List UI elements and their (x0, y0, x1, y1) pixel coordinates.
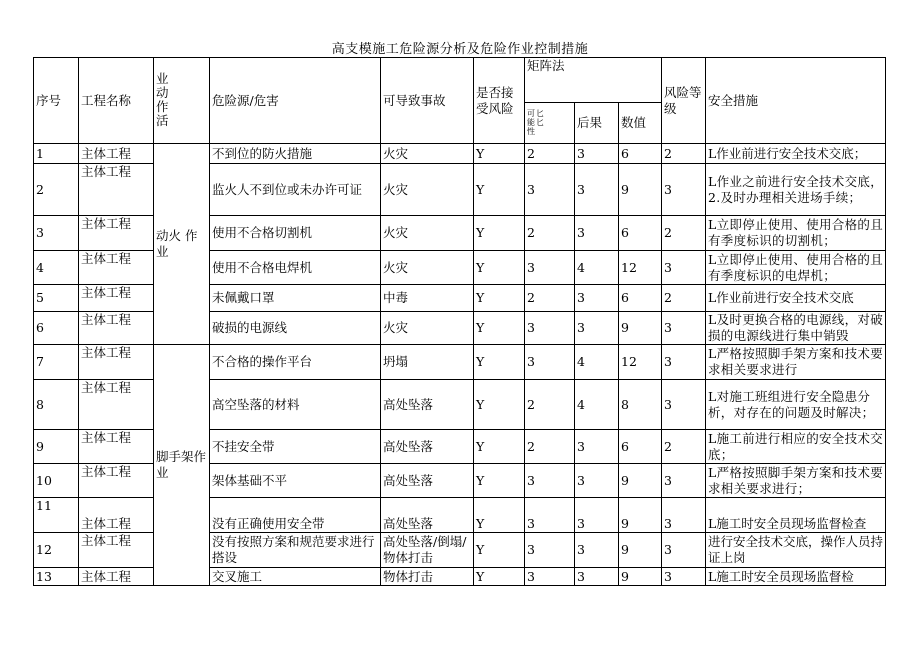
project-cell: 主体工程 (79, 498, 154, 533)
possibility-cell: 2 (525, 144, 575, 164)
level-cell: 3 (662, 568, 706, 586)
measure-cell: L作业之前进行安全技术交底，2.及时办理相关进场手续； (706, 164, 886, 216)
possibility-cell: 3 (525, 568, 575, 586)
seq-cell: 11 (34, 498, 79, 533)
header-acceptable: 是否接受风险 (474, 58, 525, 144)
level-cell: 3 (662, 312, 706, 345)
seq-cell: 4 (34, 251, 79, 285)
acceptable-cell: Y (474, 380, 525, 430)
accident-cell: 坍塌 (381, 345, 474, 380)
acceptable-cell: Y (474, 498, 525, 533)
value-cell: 6 (619, 144, 662, 164)
consequence-cell: 3 (575, 216, 619, 251)
header-accident: 可导致事故 (381, 58, 474, 144)
value-cell: 9 (619, 498, 662, 533)
accident-cell: 高处坠落/倒塌/物体打击 (381, 533, 474, 568)
accident-cell: 中毒 (381, 285, 474, 312)
header-possibility-mark: 匕匕 (536, 108, 544, 127)
header-project: 工程名称 (79, 58, 154, 144)
acceptable-cell: Y (474, 216, 525, 251)
seq-cell: 3 (34, 216, 79, 251)
risk-table (33, 57, 886, 586)
consequence-cell: 4 (575, 345, 619, 380)
project-cell: 主体工程 (79, 285, 154, 312)
acceptable-cell: Y (474, 144, 525, 164)
possibility-cell: 3 (525, 464, 575, 498)
possibility-cell: 3 (525, 533, 575, 568)
consequence-cell: 3 (575, 498, 619, 533)
hazard-cell: 使用不合格切割机 (210, 216, 381, 251)
possibility-cell: 3 (525, 251, 575, 285)
project-cell: 主体工程 (79, 568, 154, 586)
project-cell: 主体工程 (79, 216, 154, 251)
measure-cell: L施工前进行相应的安全技术交底； (706, 430, 886, 464)
project-cell: 主体工程 (79, 251, 154, 285)
consequence-cell: 4 (575, 251, 619, 285)
project-cell: 主体工程 (79, 164, 154, 216)
header-activity-text: 业动作活 (156, 71, 169, 128)
hazard-cell: 交叉施工 (210, 568, 381, 586)
acceptable-cell: Y (474, 312, 525, 345)
value-cell: 12 (619, 251, 662, 285)
consequence-cell: 3 (575, 144, 619, 164)
hazard-cell: 不挂安全带 (210, 430, 381, 464)
seq-cell: 12 (34, 533, 79, 568)
level-cell: 2 (662, 216, 706, 251)
measure-cell: L立即停止使用、使用合格的且有季度标识的切割机； (706, 216, 886, 251)
hazard-cell: 未佩戴口罩 (210, 285, 381, 312)
level-cell: 3 (662, 464, 706, 498)
accident-cell: 高处坠落 (381, 498, 474, 533)
possibility-cell: 3 (525, 164, 575, 216)
value-cell: 8 (619, 380, 662, 430)
possibility-cell: 3 (525, 345, 575, 380)
level-cell: 2 (662, 144, 706, 164)
header-measures: 安全措施 (706, 58, 886, 144)
consequence-cell: 3 (575, 285, 619, 312)
possibility-cell: 2 (525, 380, 575, 430)
measure-cell: L对施工班组进行安全隐患分析，对存在的问题及时解决； (706, 380, 886, 430)
header-seq: 序号 (34, 58, 79, 144)
project-cell: 主体工程 (79, 312, 154, 345)
measure-cell: L作业前进行安全技术交底； (706, 144, 886, 164)
level-cell: 3 (662, 533, 706, 568)
seq-cell: 10 (34, 464, 79, 498)
value-cell: 6 (619, 430, 662, 464)
seq-cell: 1 (34, 144, 79, 164)
accident-cell: 火灾 (381, 251, 474, 285)
value-cell: 6 (619, 285, 662, 312)
possibility-cell: 2 (525, 216, 575, 251)
project-cell: 主体工程 (79, 533, 154, 568)
project-cell: 主体工程 (79, 144, 154, 164)
header-activity (154, 58, 210, 144)
accident-cell: 火灾 (381, 312, 474, 345)
possibility-cell: 2 (525, 285, 575, 312)
acceptable-cell: Y (474, 251, 525, 285)
hazard-cell: 架体基础不平 (210, 464, 381, 498)
header-matrix: 矩阵法 (525, 58, 662, 103)
consequence-cell: 3 (575, 533, 619, 568)
level-cell: 2 (662, 430, 706, 464)
header-risk-level: 风险等级 (662, 58, 706, 144)
hazard-cell: 没有按照方案和规范要求进行搭设 (210, 533, 381, 568)
accident-cell: 高处坠落 (381, 464, 474, 498)
measure-cell: L严格按照脚手架方案和技术要求相关要求进行； (706, 464, 886, 498)
table-row (34, 345, 886, 380)
seq-cell: 7 (34, 345, 79, 380)
possibility-cell: 2 (525, 430, 575, 464)
possibility-cell: 3 (525, 498, 575, 533)
consequence-cell: 4 (575, 380, 619, 430)
seq-cell: 13 (34, 568, 79, 586)
value-cell: 9 (619, 312, 662, 345)
acceptable-cell: Y (474, 568, 525, 586)
value-cell: 12 (619, 345, 662, 380)
consequence-cell: 3 (575, 430, 619, 464)
seq-cell: 9 (34, 430, 79, 464)
project-cell: 主体工程 (79, 464, 154, 498)
value-cell: 6 (619, 216, 662, 251)
acceptable-cell: Y (474, 164, 525, 216)
consequence-cell: 3 (575, 312, 619, 345)
measure-cell: L作业前进行安全技术交底 (706, 285, 886, 312)
header-value: 数值 (619, 103, 662, 144)
activity-group-scaffold: 脚手架作业 (154, 345, 210, 586)
header-row-1 (34, 58, 886, 103)
page-title: 高支模施工危险源分析及危险作业控制措施 (331, 42, 589, 57)
seq-cell: 2 (34, 164, 79, 216)
acceptable-cell: Y (474, 430, 525, 464)
seq-cell: 6 (34, 312, 79, 345)
accident-cell: 高处坠落 (381, 380, 474, 430)
acceptable-cell: Y (474, 533, 525, 568)
level-cell: 3 (662, 164, 706, 216)
value-cell: 9 (619, 533, 662, 568)
accident-cell: 物体打击 (381, 568, 474, 586)
hazard-cell: 监火人不到位或未办许可证 (210, 164, 381, 216)
acceptable-cell: Y (474, 464, 525, 498)
value-cell: 9 (619, 568, 662, 586)
hazard-cell: 高空坠落的材料 (210, 380, 381, 430)
accident-cell: 高处坠落 (381, 430, 474, 464)
acceptable-cell: Y (474, 345, 525, 380)
activity-group-fire: 动火 作业 (154, 144, 210, 345)
acceptable-cell: Y (474, 285, 525, 312)
header-possibility (525, 103, 575, 144)
hazard-cell: 使用不合格电焊机 (210, 251, 381, 285)
project-cell: 主体工程 (79, 345, 154, 380)
project-cell: 主体工程 (79, 430, 154, 464)
header-hazard: 危险源/危害 (210, 58, 381, 144)
measure-cell: L立即停止使用、使用合格的且有季度标识的电焊机； (706, 251, 886, 285)
hazard-cell: 破损的电源线 (210, 312, 381, 345)
consequence-cell: 3 (575, 464, 619, 498)
project-cell: 主体工程 (79, 380, 154, 430)
header-possibility-text: 可能性 (527, 108, 535, 136)
level-cell: 3 (662, 345, 706, 380)
measure-cell: L严格按照脚手架方案和技术要求相关要求进行 (706, 345, 886, 380)
accident-cell: 火灾 (381, 144, 474, 164)
hazard-cell: 不合格的操作平台 (210, 345, 381, 380)
hazard-cell: 不到位的防火措施 (210, 144, 381, 164)
accident-cell: 火灾 (381, 216, 474, 251)
measure-cell: L施工时安全员现场监督检 (706, 568, 886, 586)
consequence-cell: 3 (575, 568, 619, 586)
value-cell: 9 (619, 464, 662, 498)
seq-cell: 5 (34, 285, 79, 312)
level-cell: 3 (662, 251, 706, 285)
accident-cell: 火灾 (381, 164, 474, 216)
value-cell: 9 (619, 164, 662, 216)
header-consequence: 后果 (575, 103, 619, 144)
level-cell: 2 (662, 285, 706, 312)
possibility-cell: 3 (525, 312, 575, 345)
seq-cell: 8 (34, 380, 79, 430)
consequence-cell: 3 (575, 164, 619, 216)
hazard-cell: 没有正确使用安全带 (210, 498, 381, 533)
table-row (34, 144, 886, 164)
level-cell: 3 (662, 498, 706, 533)
measure-cell: L及时更换合格的电源线，对破损的电源线进行集中销毁 (706, 312, 886, 345)
level-cell: 3 (662, 380, 706, 430)
measure-cell: 进行安全技术交底，操作人员持证上岗 (706, 533, 886, 568)
measure-cell: L施工时安全员现场监督检查 (706, 498, 886, 533)
